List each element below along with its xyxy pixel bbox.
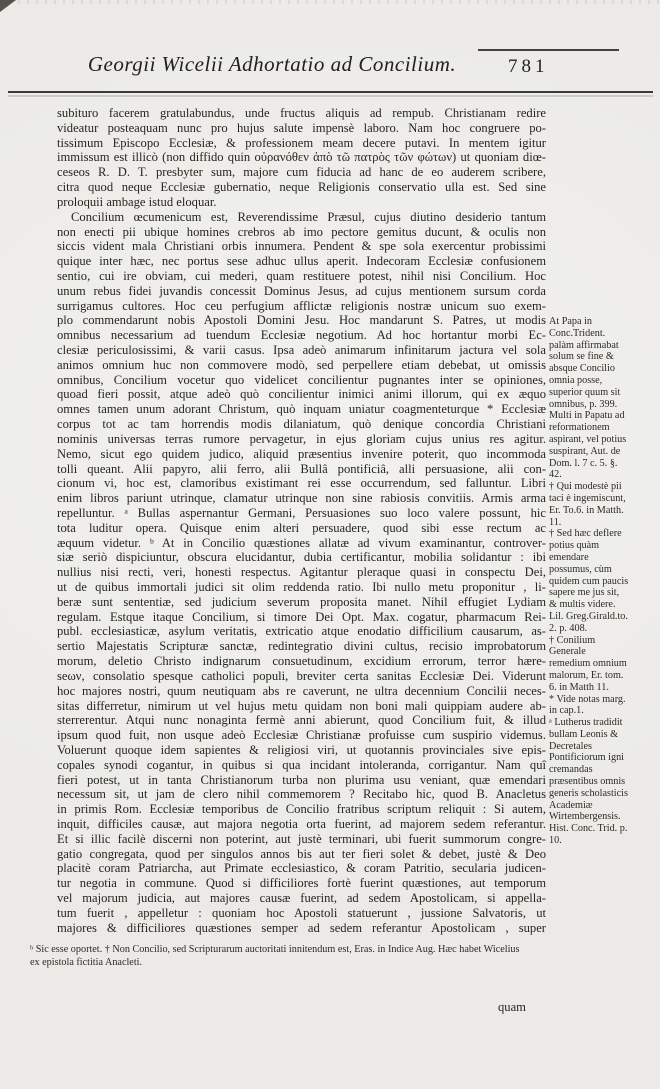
text-line: ipsum quod fuit, non usque adeò Ecclesiæ Christianæ profuisse cum suspirio videmus.	[57, 728, 546, 743]
paragraph-concilium	[57, 210, 546, 936]
text-line: nominis universas terras rumore pervagetur, in ejus gloriam cujus unius res agitur.	[57, 431, 546, 446]
running-header-title: Georgii Wicelii Adhortatio ad Concilium.	[87, 52, 457, 76]
header-rule	[8, 91, 653, 93]
text-line: morum, deletio Christo indignarum consuetudinum, excidium errorum, terror hære-	[57, 654, 546, 669]
text-line: gatio congregata, quod per singulos annos bis aut ter fieri solet & debet, justè & Deo	[57, 846, 546, 861]
text-line: quique inter hæc, nec portus sese adhuc ullus aperit. Indecoram Ecclesiæ confusionem	[57, 254, 546, 269]
text-line: omnibus necessarium ad tuendum Ecclesiæ negotium. Ad hoc hortantur morbi Ec-	[57, 328, 546, 343]
text-line: tur negotia in commune. Quod si difficiliores fortè fuerint quæstiones, aut temporum	[57, 876, 546, 891]
text-line: siccis vident mala Christiani orbis innumera. Pendent & spe sola exercentur probissimi	[57, 239, 546, 254]
paragraph-continuation	[57, 106, 546, 210]
text-line: æquum videtur. ᵇ At in Concilio quæstiones allatæ ad vivum examinantur, controver-	[57, 535, 546, 550]
text-line: sitas differretur, nimirum ut vel hujus metu quidam non boni mali quippiam audere ab-	[57, 698, 546, 713]
text-line: majores & difficiliores quæstiones semper ad sedem referantur Apostolicam , super	[57, 920, 546, 935]
text-line: inquit, difficiles causæ, aut majora negotia orta fuerint, ad majorem sedem referantur.	[57, 817, 546, 831]
text-line: corpus tot ac tam horrendis modis dilaniatum, quò denique concordia Christiani	[57, 417, 546, 432]
text-line: animos omnium huc non commovere modò, sed perpellere etiam debebat, ut omissis	[57, 357, 546, 372]
text-line: placitè coram Patriarcha, aut Primate ecclesiastico, & coram Patritio, secularia judicen-	[57, 861, 546, 876]
text-line: omnibus, Concilium vocetur quo videlicet concilientur pugnantes inter se opiniones,	[57, 372, 546, 387]
marginal-note: * Vide notas marg. in cap.1.	[549, 693, 626, 717]
text-line: surrigamus cultores. Hoc ceu perfugium afflictæ religionis nostræ unicum suo exem-	[57, 298, 546, 313]
marginal-note: † Qui modestè pii taci è ingemiscunt, Er. To.6. in Matth. 11.	[549, 481, 626, 528]
main-text-block	[57, 106, 546, 936]
text-line: tota luditur opera. Quisque enim alteri persuadere, quod sibi esse rectum ac	[57, 520, 546, 535]
text-line: in primis Rom. Ecclesiæ temporibus de Concilio fratribus scriptum reliquit : Si autem,	[57, 802, 546, 817]
footnote-block	[30, 943, 560, 969]
scan-edge-noise	[0, 0, 660, 4]
text-line: siæ seriò dispiciuntur, obscura elucidantur, dubia certificantur, mobilia solidantur : ibi	[57, 550, 546, 565]
text-line: cionum vi, hoc est, clamoribus existimant rei esse occurrendum, sed falluntur. Libri	[57, 476, 546, 491]
text-line: subituro facerem gratulabundus, unde fructus aliquis ad rempub. Christianam redire	[57, 106, 546, 120]
header-rule-right-segment	[478, 49, 619, 51]
marginal-note: Multi in Papatu ad reformationem aspirant, vel potius suspirant, Aut. de Dom. l. 7 c. 5. §. 42.	[549, 410, 627, 481]
text-line: Concilium œcumenicum est, Reverendissime Præsul, cujus diutino desiderio tantum	[71, 209, 546, 224]
text-line: Et si illic facilè discerni non poterint, aut justè terminari, ubi fuerit summorum congre-	[57, 831, 546, 846]
text-line: copales synodi cogantur, in quibus si qua incidant intoleranda, corrigantur. Nam quî	[57, 757, 546, 772]
text-line: immissum est illicò (non diffido quin οὐρανόθεν ἀπὸ τῶ πατρὸς τῶν φώτων) ut quoniam diœ-	[57, 150, 546, 165]
text-line: Voluerunt quoque idem sapientes & religiosi viri, ut quotannis provinciales sive epis-	[57, 742, 546, 757]
marginal-notes-column	[549, 316, 629, 847]
text-line: seων, consolatio spesque catholici populi, breviter certa sanitas Ecclesiæ Dei. Viderunt	[57, 668, 546, 683]
text-line: sertio Majestatis Scripturæ sanctæ, redintegratio divini cultus, recisio improbatorum	[57, 639, 546, 654]
text-line: sterrerentur. Atqui nunc nonaginta fermè anni abierunt, quod Concilium fuit, & illud	[57, 713, 546, 728]
text-line: ut de quibus immortali judici sit olim reddenda ratio. Ibi nullo metu proponitur , li-	[57, 580, 546, 594]
text-line: vel majorum judicia, aut majores causæ fuerint, ad sedem Apostolicam, si appella-	[57, 891, 546, 906]
text-line: unum rebus fidei juvandis concessit Dominus Jesus, ad cujus mentionem sursum corda	[57, 283, 546, 298]
text-line: hoc majores nostri, quum neutiquam abs re caverunt, ne ultra decennium Concilii neces-	[57, 683, 546, 698]
text-line: tolli queant. Alii papyro, alii ferro, alii Bullâ pontificiâ, alli persuasione, alii con-	[57, 461, 546, 476]
marginal-note: At Papa in Conc.Trident. palàm affirmabat solum se fine & absque Concilio omnia posse, superior quum sit omnibus, p. 399.	[549, 316, 621, 410]
text-line: citra quod neque Ecclesiæ gubernatio, neque Religionis conservatio ulla est. Sed sine	[57, 180, 546, 195]
text-line: regulam. Estque itaque Concilium, si timore Dei Opt. Max. cogatur, pharmacum Rei-	[57, 609, 546, 624]
text-line: proloquii ambage istud eloquar.	[57, 194, 217, 209]
text-line: quoad fieri possit, atque adeò quò concilientur inimici animi illorum, qui ex æquo	[57, 387, 546, 402]
text-line: publ. ecclesiasticæ, asylum veritatis, extricatio atque enodatio difficilium causarum, as-	[57, 624, 546, 639]
text-line: videatur posteaquam nunc pro hujus salute impensè laboro. Nam hoc congruere po-	[57, 120, 546, 135]
marginal-note: ᵃ Lutherus tradidit bullam Leonis & Decretales Pontificiorum igni cremandas præsentibus omnis generis scholasticis Academiæ Wirtembergensis. Hist. Conc. Trid. p. 10.	[549, 717, 628, 847]
text-line: fieri potest, ut in tanta Christianorum turba non plurima usu veniant, quæ emendari	[57, 772, 546, 787]
text-line: sentio, cui ire obviam, cui mederi, quam restituere potest, nihil nisi Concilium. Hoc	[57, 268, 546, 283]
text-line: enim libros pariunt utrinque, clamatur utrinque non sine rabiosis convitiis. Armis arma	[57, 491, 546, 506]
text-line: ceseos R. D. T. presbyter sum, majore cum fiducia ad hanc de eo auderem scribere,	[57, 165, 546, 180]
text-line: omnes tamen unum adorant Christum, quò inquam uniatur coagmenteturque * Ecclesiæ	[57, 402, 546, 417]
text-line: plo commendarunt nobis Apostoli Domini Jesu. Hoc mandarunt S. Patres, ut modis	[57, 313, 546, 328]
text-line: clesiæ periculosissimi, & varii casus. Ipsa adeò animarum infinitarum jactura vel sola	[57, 343, 546, 357]
text-line: nullius nisi recti, veri, honesti respectus. Agitantur pleraque quasi in conspectu Dei,	[57, 565, 546, 580]
page-number: 781	[508, 56, 549, 77]
footnote-line: ᵇ Sic esse oportet. † Non Concilio, sed Scripturarum auctoritati innitendum est, Eras. in Indice Aug. Hæc habet Wicelius	[30, 944, 520, 955]
text-line: repelluntur. ᵃ Bullas aspernantur Germani, Persuasiones suo loco valere possunt, hic	[57, 505, 546, 520]
text-line: tissimum Episcopo Ecclesiæ, & professionem meam decere putavi. In mentem igitur	[57, 135, 546, 150]
catchword: quam	[498, 1000, 526, 1014]
marginal-note: † Conilium Generale remedium omnium malorum, Er. tom. 6. in Matth 11.	[549, 634, 627, 693]
text-line: non enecti pii ubique homines crebros ab imo pectore gemitus ducunt, & oculis non	[57, 224, 546, 239]
marginal-note: † Sed hæc deflere potius quàm emendare possumus, cùm quidem cum paucis sapere me jus sit, & multis videre. Lil. Greg.Girald.to. 2. p. 408.	[549, 528, 629, 634]
text-line: tum fuerit , appelletur : quoniam hoc Apostoli statuerunt , jussione Salvatoris, ut	[57, 905, 546, 920]
text-line: Nemo, sicut ego quidem judico, aliquid præsentius invenire poterit, quo incommoda	[57, 446, 546, 461]
footnote-line: ex epistola fictitia Anacleti.	[30, 957, 143, 968]
text-line: beræ sunt sententiæ, sed judicium severum proposita manet. Nihil effugiet Lydiam	[57, 594, 546, 609]
text-line: necessum sit, ut jam de clero nihil commemorem ? Recitabo hic, quod B. Anacletus	[57, 787, 546, 802]
